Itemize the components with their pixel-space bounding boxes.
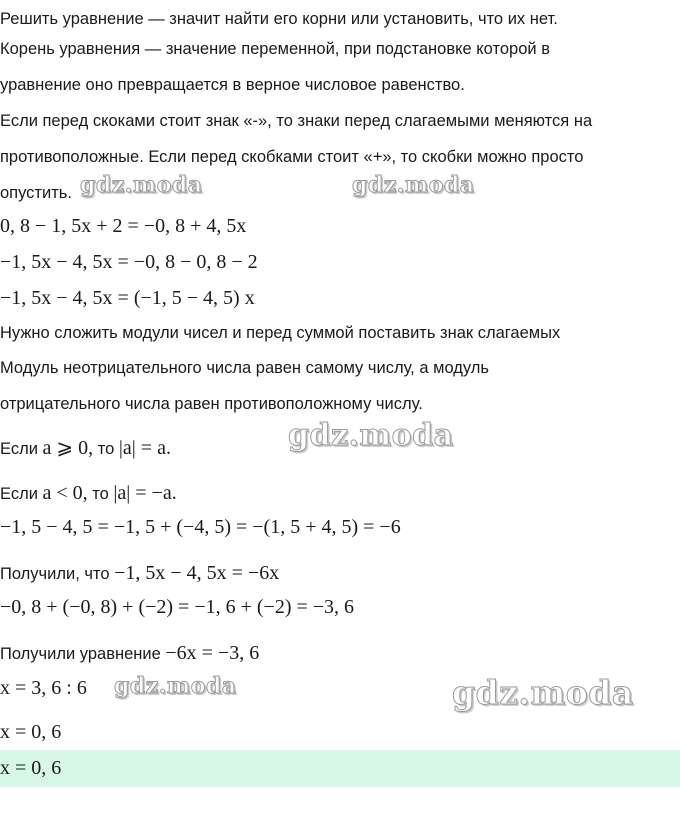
step-2-math: −1, 5x − 4, 5x = −6x	[114, 562, 280, 584]
rule-2-condition: a < 0,	[42, 482, 88, 504]
theory-line-1: Решить уравнение — значит найти его корни или установить, что их нет.	[0, 10, 558, 28]
rule-1-then: то	[97, 440, 115, 458]
modulus-line-3: отрицательного числа равен противоположному числу.	[0, 395, 423, 413]
watermark-3: gdz.moda	[288, 418, 454, 453]
equation-2: −1, 5x − 4, 5x = −0, 8 − 0, 8 − 2	[0, 251, 258, 273]
watermark-1: gdz.moda	[80, 172, 203, 198]
solution-step-3: −0, 8 + (−0, 8) + (−2) = −1, 6 + (−2) = −3, 6	[0, 596, 355, 618]
solution-step-6: x = 0, 6	[0, 721, 62, 743]
modulus-rule-1	[0, 436, 171, 460]
theory-line-3: уравнение оно превращается в верное числовое равенство.	[0, 76, 465, 94]
equation-3: −1, 5x − 4, 5x = (−1, 5 − 4, 5) x	[0, 287, 255, 309]
theory-line-2: Корень уравнения — значение переменной, при подстановке которой в	[0, 40, 550, 58]
modulus-line-2: Модуль неотрицательного числа равен самому числу, а модуль	[0, 359, 489, 377]
rule-2-then: то	[92, 485, 109, 503]
theory-line-4: Если перед скоками стоит знак «-», то знаки перед слагаемыми меняются на	[0, 112, 593, 130]
rule-2-result: |a| = −a.	[113, 482, 177, 504]
theory-line-6: опустить.	[0, 184, 72, 202]
rule-1-condition: a ⩾ 0,	[42, 437, 94, 459]
solution-step-2	[0, 561, 279, 585]
solution-step-1: −1, 5 − 4, 5 = −1, 5 + (−4, 5) = −(1, 5 + 4, 5) = −6	[0, 516, 401, 538]
equation-1: 0, 8 − 1, 5x + 2 = −0, 8 + 4, 5x	[0, 215, 247, 237]
step-4-prefix: Получили уравнение	[0, 645, 161, 663]
solution-step-4	[0, 641, 259, 665]
step-4-math: −6x = −3, 6	[165, 642, 260, 664]
watermark-4: gdz.moda	[114, 673, 237, 699]
rule-1-result: |a| = a.	[118, 437, 171, 459]
step-2-prefix: Получили, что	[0, 565, 110, 583]
rule-1-prefix: Если	[0, 440, 38, 458]
rule-2-prefix: Если	[0, 485, 38, 503]
theory-line-5: противоположные. Если перед скобками стоит «+», то скобки можно просто	[0, 148, 584, 166]
watermark-2: gdz.moda	[352, 172, 475, 198]
modulus-rule-2	[0, 481, 177, 505]
answer-text: x = 0, 6	[0, 757, 62, 779]
modulus-line-1: Нужно сложить модули чисел и перед суммой поставить знак слагаемых	[0, 324, 561, 342]
solution-step-5: x = 3, 6 : 6	[0, 677, 87, 699]
answer-highlight	[0, 750, 680, 787]
watermark-5: gdz.moda	[452, 673, 634, 712]
